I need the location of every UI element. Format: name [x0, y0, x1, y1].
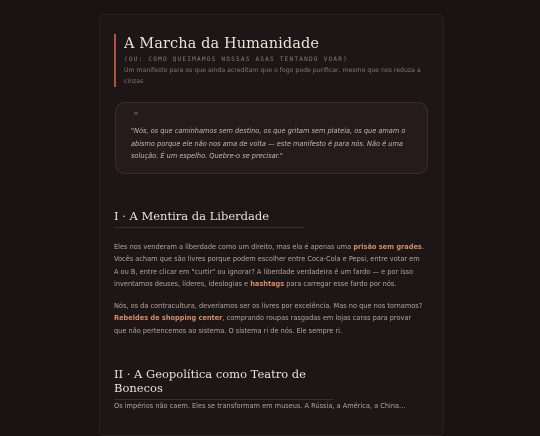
section-title-2: II · A Geopolítica como Teatro de Bonecos: [114, 367, 334, 400]
highlight-text: hashtags: [250, 279, 285, 288]
manifesto-card: [99, 14, 444, 436]
header: [114, 34, 424, 87]
quote-mark-icon: “: [133, 110, 139, 123]
quote-text: "Nós, os que caminhamos sem destino, os que gritam sem plateia, os que amam o abismo porque ele não nos ama de volta — este manifesto é para nós. Não é uma solução. É um espelho. Quebre-o se precisar.": [131, 127, 406, 160]
section-title-1: I · A Mentira da Liberdade: [114, 209, 304, 228]
highlight-text: Rebeldes de shopping center: [114, 314, 223, 323]
highlight-text: prisão sem grades: [353, 243, 422, 251]
section-2-paragraph-1: Os impérios não caem. Eles se transformam em museus. A Rússia, a América, a China…: [114, 402, 406, 410]
page-subtitle: (OU: COMO QUEIMAMOS NOSSAS ASAS TENTANDO VOAR): [124, 56, 348, 63]
epigraph-quote: [115, 102, 428, 174]
section-1-paragraph-1: Eles nos venderam a liberdade como um direito, mas ela é apenas uma prisão sem grades. Vocês acham que são livres porque podem escolher entre Coca-Cola e Pepsi, entre votar em A ou B, entre clicar em "curtir" ou ignorar? A liberdade verdadeira é um fardo — e por isso inventamos deuses, líderes, ideologias e hashtags para carregar esse fardo por nós.: [114, 243, 424, 288]
section-1-paragraph-2: Nós, os da contracultura, deveríamos ser os livres por excelência. Mas no que nos tornamos? Rebeldes de shopping center, comprando roupas rasgadas em lojas caras para provar que não pertencemos ao sistema. O sistema ri de nós. Ele sempre ri.: [114, 302, 423, 335]
page-title: A Marcha da Humanidade: [124, 36, 320, 52]
page-description: Um manifesto para os que ainda acreditam que o fogo pode purificar, mesmo que nos reduza a cinzas: [124, 67, 421, 85]
